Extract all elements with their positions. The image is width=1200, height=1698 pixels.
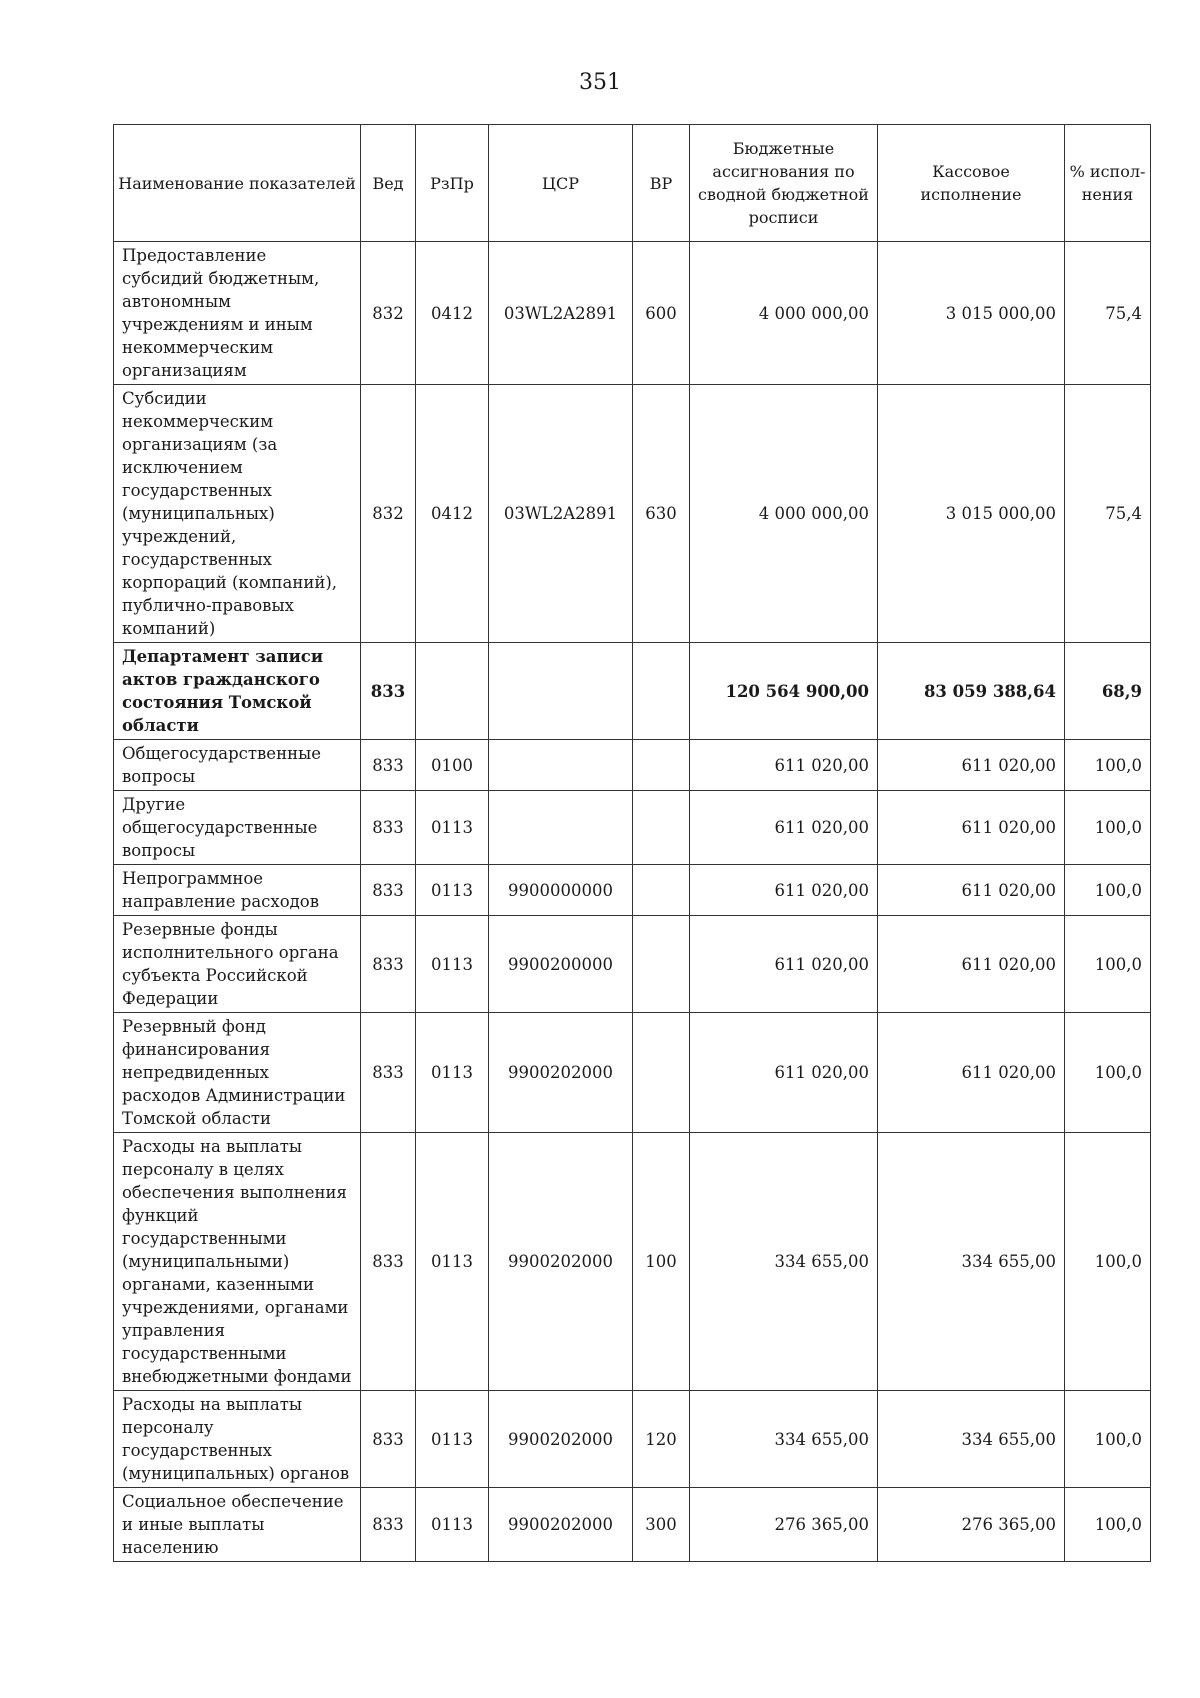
cell-name: Расходы на выплаты персоналу государственных (муниципальных) органов [114,1391,361,1488]
cell-csr: 9900202000 [489,1488,633,1562]
cell-fact: 3 015 000,00 [878,385,1065,643]
cell-vr [633,865,690,916]
cell-rzpr: 0113 [416,1133,489,1391]
cell-csr: 9900200000 [489,916,633,1013]
cell-csr [489,740,633,791]
cell-ved: 833 [361,791,416,865]
table-row [114,1488,1151,1562]
table-row [114,643,1151,740]
header-name: Наименование показателей [114,125,361,242]
table-row [114,791,1151,865]
cell-pct: 100,0 [1065,740,1151,791]
cell-plan: 4 000 000,00 [690,385,878,643]
cell-pct: 100,0 [1065,791,1151,865]
cell-fact: 611 020,00 [878,791,1065,865]
table-row [114,385,1151,643]
page-number: 351 [579,70,621,95]
cell-pct: 100,0 [1065,916,1151,1013]
cell-rzpr: 0100 [416,740,489,791]
cell-plan: 334 655,00 [690,1133,878,1391]
cell-vr: 600 [633,242,690,385]
cell-name: Социальное обеспечение и иные выплаты населению [114,1488,361,1562]
header-vr: ВР [633,125,690,242]
cell-name: Общегосударственные вопросы [114,740,361,791]
cell-plan: 611 020,00 [690,865,878,916]
cell-rzpr: 0412 [416,242,489,385]
cell-vr [633,740,690,791]
cell-ved: 833 [361,643,416,740]
cell-csr: 9900202000 [489,1013,633,1133]
cell-plan: 334 655,00 [690,1391,878,1488]
cell-plan: 4 000 000,00 [690,242,878,385]
table-header-row [114,125,1151,242]
cell-csr: 03WL2A2891 [489,385,633,643]
cell-vr: 300 [633,1488,690,1562]
cell-pct: 100,0 [1065,1133,1151,1391]
cell-ved: 832 [361,242,416,385]
cell-fact: 611 020,00 [878,1013,1065,1133]
cell-csr: 9900000000 [489,865,633,916]
table-row [114,1013,1151,1133]
cell-fact: 611 020,00 [878,740,1065,791]
cell-pct: 75,4 [1065,385,1151,643]
table-row [114,1133,1151,1391]
cell-plan: 611 020,00 [690,791,878,865]
cell-plan: 611 020,00 [690,1013,878,1133]
budget-table [113,124,1151,1562]
cell-ved: 833 [361,865,416,916]
cell-pct: 100,0 [1065,865,1151,916]
cell-name: Другие общегосударственные вопросы [114,791,361,865]
header-csr: ЦСР [489,125,633,242]
cell-name: Резервный фонд финансирования непредвиденных расходов Администрации Томской области [114,1013,361,1133]
cell-vr [633,916,690,1013]
cell-vr [633,791,690,865]
header-fact: Кассовое исполнение [878,125,1065,242]
cell-rzpr [416,643,489,740]
cell-pct: 75,4 [1065,242,1151,385]
cell-ved: 833 [361,1488,416,1562]
cell-fact: 611 020,00 [878,916,1065,1013]
cell-csr: 9900202000 [489,1391,633,1488]
cell-name: Непрограммное направление расходов [114,865,361,916]
table-row [114,740,1151,791]
cell-fact: 83 059 388,64 [878,643,1065,740]
table-body [114,242,1151,1562]
cell-fact: 611 020,00 [878,865,1065,916]
cell-name: Резервные фонды исполнительного органа субъекта Российской Федерации [114,916,361,1013]
cell-plan: 611 020,00 [690,916,878,1013]
table-row [114,916,1151,1013]
cell-pct: 100,0 [1065,1013,1151,1133]
cell-csr [489,791,633,865]
header-pct: % испол- нения [1065,125,1151,242]
cell-name: Субсидии некоммерческим организациям (за исключением государственных (муниципальных) учреждений, государственных корпораций (компаний), публично-правовых компаний) [114,385,361,643]
cell-rzpr: 0113 [416,1013,489,1133]
cell-fact: 276 365,00 [878,1488,1065,1562]
cell-fact: 3 015 000,00 [878,242,1065,385]
cell-ved: 833 [361,1013,416,1133]
header-ved: Вед [361,125,416,242]
cell-vr: 630 [633,385,690,643]
cell-vr: 100 [633,1133,690,1391]
cell-pct: 100,0 [1065,1391,1151,1488]
cell-plan: 276 365,00 [690,1488,878,1562]
cell-rzpr: 0412 [416,385,489,643]
cell-ved: 833 [361,740,416,791]
cell-csr: 03WL2A2891 [489,242,633,385]
cell-rzpr: 0113 [416,791,489,865]
header-plan: Бюджетные ассигнования по сводной бюджетной росписи [690,125,878,242]
cell-vr [633,1013,690,1133]
cell-fact: 334 655,00 [878,1391,1065,1488]
cell-csr: 9900202000 [489,1133,633,1391]
cell-ved: 833 [361,1133,416,1391]
cell-name: Предоставление субсидий бюджетным, автономным учреждениям и иным некоммерческим организациям [114,242,361,385]
table-row [114,1391,1151,1488]
cell-plan: 120 564 900,00 [690,643,878,740]
cell-rzpr: 0113 [416,1488,489,1562]
cell-pct: 100,0 [1065,1488,1151,1562]
cell-fact: 334 655,00 [878,1133,1065,1391]
cell-rzpr: 0113 [416,1391,489,1488]
cell-ved: 832 [361,385,416,643]
table-row [114,242,1151,385]
cell-pct: 68,9 [1065,643,1151,740]
cell-rzpr: 0113 [416,916,489,1013]
table-row [114,865,1151,916]
cell-ved: 833 [361,1391,416,1488]
cell-plan: 611 020,00 [690,740,878,791]
cell-name: Расходы на выплаты персоналу в целях обеспечения выполнения функций государственными (муниципальными) органами, казенными учреждениями, органами управления государственными внебюджетными фондами [114,1133,361,1391]
cell-vr: 120 [633,1391,690,1488]
cell-vr [633,643,690,740]
cell-rzpr: 0113 [416,865,489,916]
cell-ved: 833 [361,916,416,1013]
cell-csr [489,643,633,740]
header-rzpr: РзПр [416,125,489,242]
cell-name: Департамент записи актов гражданского состояния Томской области [114,643,361,740]
